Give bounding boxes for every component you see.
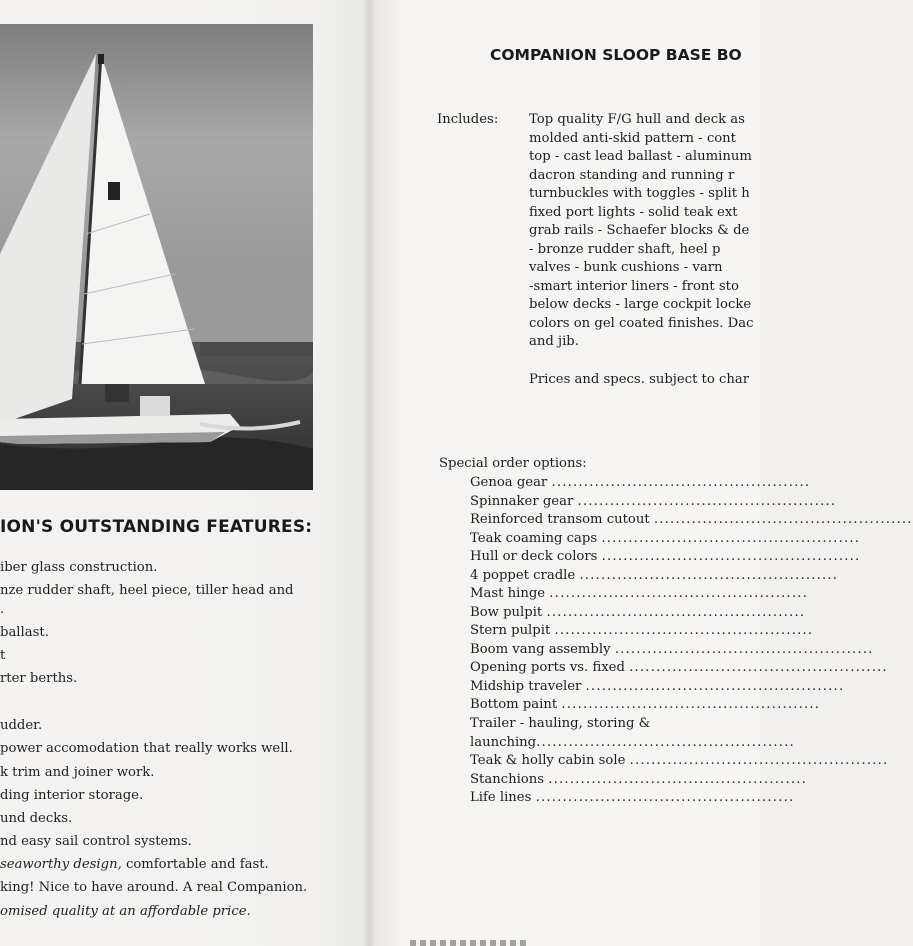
option-item: Trailer - hauling, storing & bbox=[470, 716, 651, 731]
feature-line: nd easy sail control systems. bbox=[0, 834, 192, 849]
includes-line: molded anti-skid pattern - cont bbox=[529, 131, 736, 146]
feature-line: k trim and joiner work. bbox=[0, 765, 155, 780]
option-item: Bow pulpit ................................................ bbox=[470, 605, 806, 620]
option-item: Spinnaker gear ................................................ bbox=[470, 494, 837, 509]
option-item: Life lines ................................................ bbox=[470, 790, 795, 805]
special-options-label: Special order options: bbox=[439, 456, 587, 471]
includes-label: Includes: bbox=[437, 112, 499, 127]
option-item: launching................................................ bbox=[470, 735, 795, 750]
option-item: Stern pulpit ................................................ bbox=[470, 623, 814, 638]
feature-line: . bbox=[0, 602, 5, 617]
option-item: Opening ports vs. fixed ................................................ bbox=[470, 660, 888, 675]
feature-line: ballast. bbox=[0, 625, 49, 640]
feature-line: t bbox=[0, 648, 6, 663]
feature-line: und decks. bbox=[0, 811, 73, 826]
sailboat-illustration bbox=[0, 24, 313, 490]
feature-line: king! Nice to have around. A real Companion. bbox=[0, 880, 308, 895]
option-item: Boom vang assembly ................................................ bbox=[470, 642, 874, 657]
includes-line: top - cast lead ballast - aluminum bbox=[529, 149, 752, 164]
option-item: Midship traveler ................................................ bbox=[470, 679, 845, 694]
includes-line: Top quality F/G hull and deck as bbox=[529, 112, 745, 127]
includes-line: grab rails - Schaefer blocks & de bbox=[529, 223, 750, 238]
bottom-ornament bbox=[410, 940, 530, 946]
includes-line: -smart interior liners - front sto bbox=[529, 279, 739, 294]
includes-line: dacron standing and running r bbox=[529, 168, 735, 183]
feature-line: udder. bbox=[0, 718, 43, 733]
option-item: Bottom paint ................................................ bbox=[470, 697, 821, 712]
includes-line: valves - bunk cushions - varn bbox=[529, 260, 723, 275]
prices-note: Prices and specs. subject to char bbox=[529, 372, 750, 387]
feature-line: power accomodation that really works well. bbox=[0, 741, 293, 756]
option-item: 4 poppet cradle ................................................ bbox=[470, 568, 839, 583]
feature-line: ding interior storage. bbox=[0, 788, 144, 803]
includes-line: - bronze rudder shaft, heel p bbox=[529, 242, 721, 257]
includes-line: turnbuckles with toggles - split h bbox=[529, 186, 750, 201]
includes-line: fixed port lights - solid teak ext bbox=[529, 205, 738, 220]
option-item: Mast hinge ................................................ bbox=[470, 586, 809, 601]
features-heading: ION'S OUTSTANDING FEATURES: bbox=[0, 517, 313, 537]
feature-line: seaworthy design, comfortable and fast. bbox=[0, 857, 269, 872]
option-item: Reinforced transom cutout ................................................ bbox=[470, 512, 913, 527]
feature-line: omised quality at an affordable price. bbox=[0, 904, 251, 919]
option-item: Teak & holly cabin sole ................................................ bbox=[470, 753, 889, 768]
feature-line: iber glass construction. bbox=[0, 560, 158, 575]
sailboat-photo bbox=[0, 24, 313, 490]
page-title: COMPANION SLOOP BASE BO bbox=[490, 46, 742, 64]
option-item: Teak coaming caps ................................................ bbox=[470, 531, 861, 546]
feature-line: rter berths. bbox=[0, 671, 78, 686]
includes-line: and jib. bbox=[529, 334, 579, 349]
page-gutter bbox=[364, 0, 374, 946]
includes-line: colors on gel coated finishes. Dac bbox=[529, 316, 754, 331]
includes-line: below decks - large cockpit locke bbox=[529, 297, 752, 312]
feature-line: nze rudder shaft, heel piece, tiller head and bbox=[0, 583, 294, 598]
option-item: Genoa gear ................................................ bbox=[470, 475, 811, 490]
option-item: Hull or deck colors ................................................ bbox=[470, 549, 861, 564]
option-item: Stanchions ................................................ bbox=[470, 772, 808, 787]
